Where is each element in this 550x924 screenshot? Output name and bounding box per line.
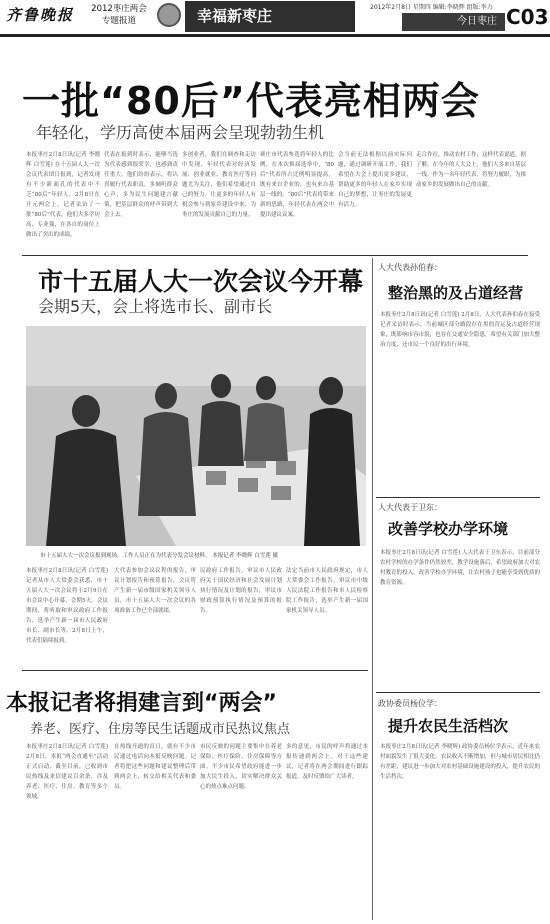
sidebar1-tag: 人大代表孙伯春： [378,263,442,272]
section2-col-2: 大代表参加会议议程的报告，审议计划报告和预算报告，会议将产生新一届市级国家机关领导人员，市十五届人大一次会议的各项准备工作已全部就绪。 [114,568,196,614]
section2-title: 市十五届人大一次会议今开幕 [38,267,364,296]
main-subhead: 年轻化，学历高使本届两会呈现勃勃生机 [36,123,325,142]
sidebar2-title: 改善学校办学环境 [388,520,509,538]
sidebar-divider [372,258,373,920]
sidebar3-text: 本报枣庄2月8日讯(记者 李晓辉) 政协委员杨位学表示，近年来农村面貌发生了很大变化，农民收入不断增加，但与城市居民相比仍有差距，建议进一步加大对农村基础设施建设的投入，提升农民的生活档次。 [380,744,540,780]
section2-subtitle: 会期5天，会上将选市长、副市长 [38,297,273,316]
sidebar-rule-2 [376,692,540,693]
main-col-3: 多创业者，我们在调查和走访中发现，年轻代表对经济发展、创业就业、教育医疗等问题尤为关注，他们希望通过自己的努力，让更多的年轻人有机会参与到家乡建设中来，为枣庄的发展贡献自己的力量。 [182,152,256,218]
special-line-1: 2012枣庄两会 [91,4,147,14]
section3-col-2: 在热线开通的首日，就有不少市民通过电话向本报反映问题。记者将把这些问题和建议整理后带到两会上，转交给相关代表和委员。 [114,744,196,790]
sidebar1-title: 整治黑的及占道经营 [388,284,524,302]
section2-col-3: 民政府工作报告，审议市人民政府关于国民经济和社会发展计划执行情况及计划的报告，审议市财政预算执行情况及预算的报告。 [200,568,282,614]
section-label: 今日枣庄 [402,13,505,31]
sidebar2-tag: 人大代表于卫东： [378,503,442,512]
sidebar3-title: 提升农民生活档次 [388,717,509,735]
newspaper-logo: 齐鲁晚报 [6,6,75,24]
main-col-1: 本报枣庄2月8日讯(记者 李晓辉 白雪莲) 在十五届人大一次会议代表团日报到，记者发现有不少新面孔的代表中不乏“80后”年轻人。2月8日在开元两会上，记者采访了一批“80后”代表，他们大多学历高、专业强，在各自的岗位上做出了突出的成绩。 [26,152,100,238]
main-headline: 一批“80后”代表亮相两会 [22,79,480,123]
section3-col-4: 多的意见，市民的呼声将通过本报传递到两会上。对于这些建议，记者将在两会期间进行跟踪报道，及时反馈给广大读者。 [286,744,368,780]
section2-col-4: 法定当前市人民政府规定，市人大常委会工作报告，审议市中级人民法院工作报告和市人民检察院工作报告，选举产生新一届国家机关领导人员。 [286,568,368,614]
section3-col-3: 市民反映的问题主要集中在养老保险、医疗保险、住房保障等方面。不少市民希望政府能进一步加大民生投入，切实解决群众关心的热点难点问题。 [200,744,282,790]
photo-caption: 市十五届人大一次会议报到现场，工作人员正在为代表分发会议材料。 本报记者 李晓辉 白雪莲 摄 [40,553,278,559]
section-divider-2 [22,670,368,671]
news-photo [26,326,366,546]
special-report-label [84,3,154,29]
issue-meta: 2012年2月8日 星期四 编辑:李晓辉 组版:李力 [370,4,493,11]
sidebar3-tag: 政协委员杨位学： [378,699,442,708]
sidebar1-text: 本报枣庄2月8日讯(记者 白雪莲) 2月8日，人大代表孙伯春在接受记者采访时表示，当前城区部分路段存在黑的营运及占道经营现象，既影响市容市貌，也存在交通安全隐患，希望有关部门加大整治力度，还市民一个良好的出行环境。 [380,312,540,348]
main-col-4: 赛庄市代表参选将年轻人的比例，在本次换届选举中，“80后”代表所占比例明显提高，既有来自企业的，也有来自基层一线的。“80后”代表将带来新的思路，年轻代表在两会中提出建议议案。 [260,152,334,218]
column-title: 幸福新枣庄 [185,1,355,32]
section3-subtitle: 养老、医疗、住房等民生话题成市民热议焦点 [30,722,291,737]
masthead [0,0,550,34]
sidebar-rule-1 [376,497,540,498]
photo-illustration [26,326,366,546]
sidebar2-text: 本报枣庄2月8日讯(记者 白雪莲) 人大代表于卫东表示，目前部分农村学校的办学条件仍然较差，教学设施落后，希望政府加大对农村教育的投入，改善学校办学环境，让农村孩子也能享受到优质的教育资源。 [380,550,540,586]
section2-col-1: 本报枣庄2月8日讯(记者 白雪莲) 记者从市人大常委会获悉，市十五届人大一次会议将于2月9日在市会议中心开幕，会期5天。会议期间，将听取和审议政府工作报告，选举产生新一届市人民政府市长、副市长等。2月8日上午，代表们陆续报到。 [26,568,108,644]
masthead-rule [0,34,550,37]
section-divider-1 [22,255,528,256]
main-col-5: 会当前无法根据以前实际问题，通过调研开展工作，我们希望在大会上提出更多建议，帮助更多的年轻人在家乡实现自己的梦想，让枣庄的发展更有活力。 [338,152,412,208]
emblem-icon [157,3,181,27]
main-col-6: 走合作社，推动农村工作，这样代表说道。据了解，在今年的人大会上，他们大多来自基层一线。作为一名年轻代表，将努力履职，为推动家乡的发展做出自己的贡献。 [416,152,526,188]
page-number: C03 [506,5,549,29]
special-line-2: 专题报道 [101,16,136,26]
section3-title: 本报记者将捐建言到“两会” [6,691,277,716]
section3-col-1: 本报枣庄2月8日讯(记者 白雪莲) 2月8日，本报“两会直通车”活动正式启动，截至目前，已收到市民热线及来信建议百余条，涉及养老、医疗、住房、教育等多个领域。 [26,744,108,800]
main-col-2: 代表在报到时表示，能够当选为代表感到很荣幸，也感到责任重大。他们纷纷表示，将认真履行代表职责，多倾听群众心声，多为民生问题建言献策，把基层群众的呼声带到大会上去。 [104,152,178,218]
